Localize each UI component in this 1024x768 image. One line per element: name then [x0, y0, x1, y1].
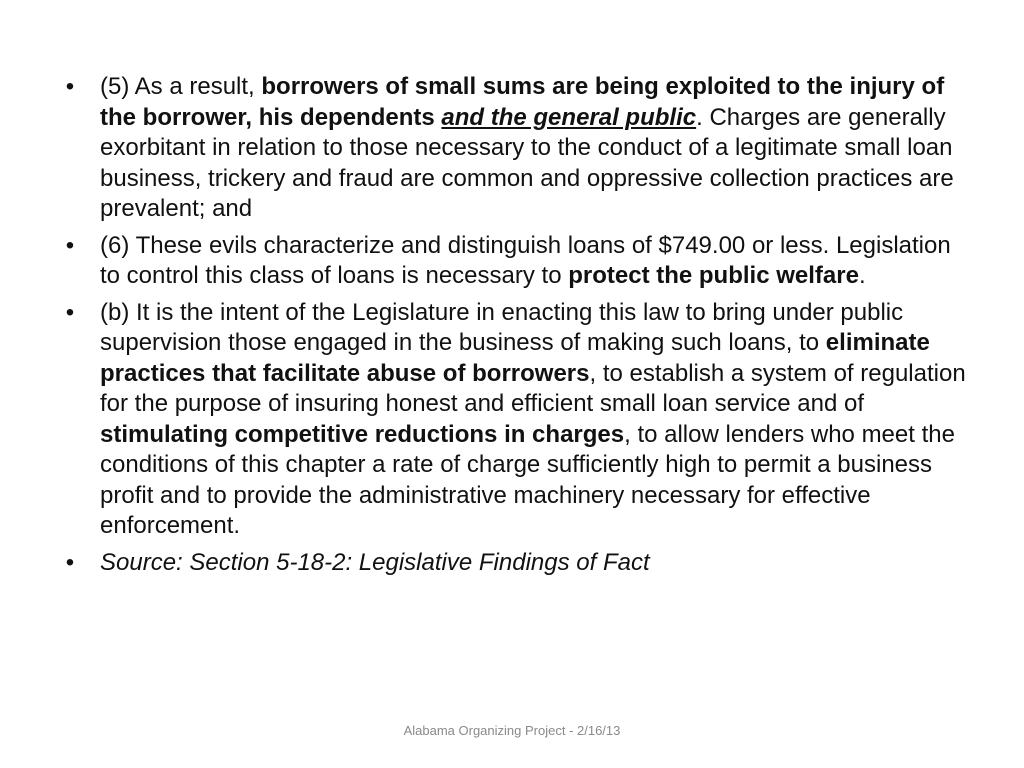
text-run: (b) It is the intent of the Legislature in enacting this law to bring under public supervision those engaged in the business of making such loans, to — [100, 298, 904, 356]
bold-text-run: protect the public welfare — [568, 262, 859, 289]
bullet-item-findings-5 — [60, 72, 970, 225]
bullet-item-source — [60, 548, 970, 579]
bold-text-run: borrowers of small sums are being exploited to the injury of the borrower, his dependents — [100, 73, 945, 131]
bullet-icon: • — [65, 73, 75, 100]
text-run: . — [858, 262, 866, 289]
bold-text-run: eliminate practices that facilitate abuse of borrowers — [100, 329, 930, 387]
text-run: , to establish a system of regulation for the purpose of insuring honest and efficient small loan service and of — [100, 359, 966, 417]
bullet-item-intent-b — [60, 298, 970, 542]
bullet-text — [100, 299, 966, 540]
bullet-icon: • — [65, 548, 75, 576]
bold-text-run: stimulating competitive reductions in charges — [100, 420, 625, 448]
text-run: . Charges are generally exorbitant in relation to those necessary to the conduct of a legitimate small loan business, trickery and fraud are common and oppressive collection practices are prevalent; and — [100, 103, 954, 222]
bullet-icon: • — [65, 231, 75, 259]
bold-italic-underlined-text-run: and the general public — [441, 103, 697, 131]
slide-footer: Alabama Organizing Project - 2/16/13 — [403, 723, 621, 738]
source-citation: Source: Section 5-18-2: Legislative Findings of Fact — [100, 548, 650, 576]
text-run: , to allow lenders who meet the conditions of this chapter a rate of charge sufficiently high to permit a business profit and to provide the administrative machinery necessary for effective enforcement. — [100, 420, 955, 539]
bullet-text — [100, 232, 951, 290]
bullet-list — [60, 72, 970, 584]
text-run: (6) These evils characterize and distinguish loans of $749.00 or less. Legislation to control this class of loans is necessary to — [100, 231, 951, 289]
bullet-item-findings-6 — [60, 231, 970, 292]
bullet-text — [100, 73, 954, 222]
bullet-icon: • — [65, 298, 75, 326]
text-run: (5) As a result, — [100, 73, 262, 100]
